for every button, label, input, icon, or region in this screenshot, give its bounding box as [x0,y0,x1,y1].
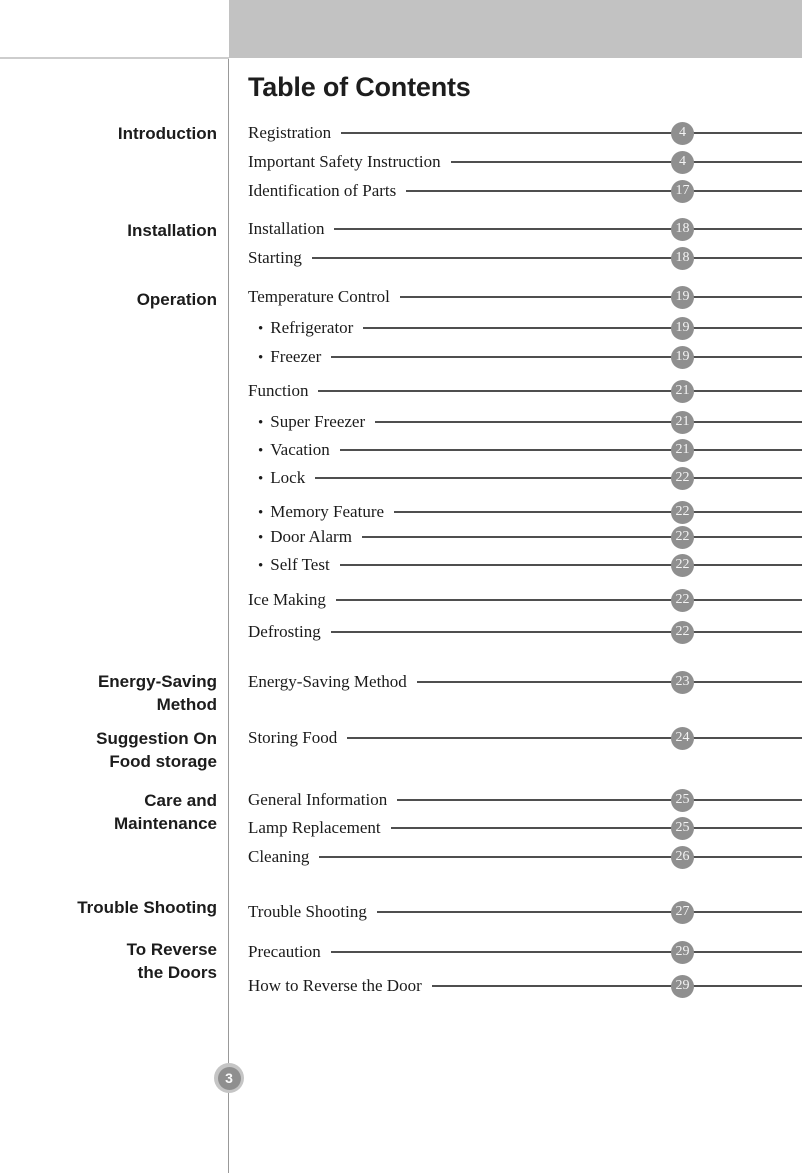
toc-entry-label [248,555,340,575]
section-label-energy-saving-method [0,670,217,716]
entry-text: Important Safety Instruction [248,152,441,171]
leader-line [375,421,802,423]
bullet-marker: • [258,321,264,337]
page-number-badge: 19 [671,317,694,340]
toc-entry-label [248,287,400,307]
entry-text: Refrigerator [270,318,354,337]
entry-text: Lock [270,468,306,487]
leader-line [340,564,802,566]
toc-row-starting [248,244,802,272]
entry-text: Trouble Shooting [248,902,367,921]
page-number-badge: 21 [671,439,694,462]
bullet-marker: • [258,505,264,521]
toc-entry-label [248,622,331,642]
leader-line [334,228,802,230]
toc-row-lock [248,464,802,492]
leader-line [347,737,802,739]
bullet-marker: • [258,415,264,431]
toc-entry-label [248,152,451,172]
toc-row-memory-feature [248,498,802,526]
bullet-marker: • [258,558,264,574]
entry-text: Precaution [248,942,321,961]
bullet-marker: • [258,443,264,459]
toc-row-general-information [248,786,802,814]
toc-entry-label [248,942,331,962]
toc-row-lamp-replacement [248,814,802,842]
section-label-suggestion-on-food-storage [0,727,217,773]
entry-text: Function [248,381,309,400]
header-gray-bar [229,0,802,58]
page-number-badge: 24 [671,727,694,750]
toc-row-identification-of-parts [248,177,802,205]
entry-text: Super Freezer [270,412,366,431]
page-number-badge: 27 [671,901,694,924]
page-number-value: 3 [218,1067,241,1090]
page-number-indicator [214,1063,244,1093]
section-label-line: Energy-Saving [97,672,217,691]
page-number-badge: 21 [671,411,694,434]
page-number-badge: 22 [671,467,694,490]
section-label-installation [0,219,217,242]
page-number-badge: 22 [671,526,694,549]
toc-row-precaution [248,938,802,966]
toc-entry-label [248,502,394,522]
leader-line [340,449,802,451]
entry-text: Self Test [270,555,330,574]
entry-text: Vacation [270,440,330,459]
section-label-line: Trouble Shooting [77,898,217,917]
page-number-badge: 4 [671,151,694,174]
toc-entry-label [248,123,341,143]
section-label-line: Suggestion On [96,729,217,748]
toc-row-defrosting [248,618,802,646]
entry-text: Freezer [270,347,322,366]
entry-text: General Information [248,790,388,809]
toc-row-temperature-control [248,283,802,311]
toc-entry-label [248,790,397,810]
leader-line [451,161,802,163]
header-rule-left [0,57,229,59]
entry-text: Installation [248,219,325,238]
entry-text: Registration [248,123,332,142]
bullet-marker: • [258,471,264,487]
entry-text: Cleaning [248,847,310,866]
toc-entry-label [248,181,406,201]
toc-row-trouble-shooting [248,898,802,926]
leader-line [400,296,802,298]
toc-entry-label [248,248,312,268]
toc-row-registration [248,119,802,147]
toc-row-refrigerator [248,314,802,342]
leader-line [331,951,802,953]
toc-row-function [248,377,802,405]
section-label-line: Method [156,695,217,714]
section-label-line: To Reverse [126,940,217,959]
toc-row-important-safety-instruction [248,148,802,176]
page-number-badge: 19 [671,286,694,309]
toc-entry-label [248,347,331,367]
page-number-badge: 4 [671,122,694,145]
page-number-badge: 25 [671,789,694,812]
page-number-badge: 22 [671,554,694,577]
entry-text: Energy-Saving Method [248,672,407,691]
page-number-badge: 22 [671,621,694,644]
toc-row-self-test [248,551,802,579]
entry-text: Door Alarm [270,527,352,546]
leader-line [362,536,802,538]
entry-text: Memory Feature [270,502,385,521]
entry-text: Storing Food [248,728,338,747]
toc-entry-label [248,527,362,547]
page-number-badge: 19 [671,346,694,369]
bullet-marker: • [258,350,264,366]
entry-text: Defrosting [248,622,321,641]
section-label-care-and-maintenance [0,789,217,835]
section-label-trouble-shooting [0,896,217,919]
entry-text: Starting [248,248,302,267]
leader-line [406,190,802,192]
toc-entry-label [248,440,340,460]
leader-line [363,327,802,329]
toc-entry-label [248,818,391,838]
page-number-badge: 18 [671,247,694,270]
toc-entry-label [248,412,375,432]
toc-entry-label [248,590,336,610]
toc-entry-label [248,468,315,488]
leader-line [319,856,802,858]
leader-line [341,132,802,134]
entry-text: Temperature Control [248,287,390,306]
toc-row-how-to-reverse-the-door [248,972,802,1000]
toc-row-freezer [248,343,802,371]
page-number-badge: 23 [671,671,694,694]
toc-entry-label [248,847,319,867]
toc-row-energy-saving-method [248,668,802,696]
toc-row-vacation [248,436,802,464]
entry-text: Identification of Parts [248,181,397,200]
leader-line [312,257,802,259]
leader-line [417,681,802,683]
page-number-badge: 22 [671,501,694,524]
toc-entry-label [248,318,363,338]
toc-entry-label [248,976,432,996]
leader-line [377,911,802,913]
leader-line [397,799,802,801]
bullet-marker: • [258,530,264,546]
toc-row-storing-food [248,724,802,752]
toc-entry-label [248,219,334,239]
toc-row-super-freezer [248,408,802,436]
section-label-introduction [0,122,217,145]
section-label-line: Installation [127,221,217,240]
leader-line [331,356,802,358]
page-number-badge: 17 [671,180,694,203]
toc-row-cleaning [248,843,802,871]
leader-line [432,985,802,987]
page-number-badge: 26 [671,846,694,869]
page-number-badge: 21 [671,380,694,403]
toc-row-installation [248,215,802,243]
toc-row-door-alarm [248,523,802,551]
toc-entry-label [248,902,377,922]
leader-line [318,390,802,392]
entry-text: Ice Making [248,590,326,609]
section-label-line: Maintenance [114,814,217,833]
page-number-badge: 18 [671,218,694,241]
section-label-line: Food storage [109,752,217,771]
page-number-badge: 29 [671,941,694,964]
section-label-line: Care and [144,791,217,810]
section-label-operation [0,288,217,311]
page-title: Table of Contents [248,72,471,102]
leader-line [315,477,802,479]
page-number-badge: 22 [671,589,694,612]
leader-line [331,631,802,633]
leader-line [394,511,802,513]
page-number-badge: 29 [671,975,694,998]
toc-entry-label [248,728,347,748]
section-label-line: Operation [136,290,217,309]
section-label-line: the Doors [137,963,217,982]
entry-text: How to Reverse the Door [248,976,422,995]
section-label-to-reverse-the-doors [0,938,217,984]
entry-text: Lamp Replacement [248,818,381,837]
column-divider-line [228,59,229,1173]
toc-entry-label [248,672,417,692]
section-label-line: Introduction [117,124,217,143]
leader-line [391,827,802,829]
toc-row-ice-making [248,586,802,614]
toc-entry-label [248,381,318,401]
leader-line [336,599,802,601]
page-number-badge: 25 [671,817,694,840]
